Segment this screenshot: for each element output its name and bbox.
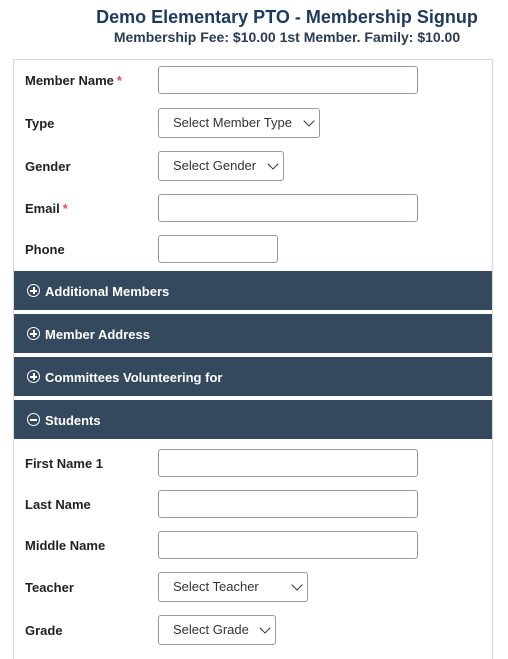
plus-circle-icon [27, 327, 40, 340]
chevron-down-icon [259, 622, 270, 633]
member-name-label: Member Name * [25, 73, 122, 88]
last-name-input[interactable] [158, 490, 418, 518]
type-row [14, 102, 492, 142]
section-title: Students [45, 413, 101, 428]
grade-row [14, 610, 492, 650]
member-name-row [14, 60, 492, 100]
minus-circle-icon [27, 413, 40, 426]
grade-select[interactable] [158, 615, 276, 645]
gender-row [14, 145, 492, 185]
teacher-label: Teacher [25, 580, 74, 595]
page-header [0, 0, 508, 60]
plus-circle-icon [27, 370, 40, 383]
phone-label: Phone [25, 242, 65, 257]
membership-form [13, 59, 493, 659]
teacher-row [14, 568, 492, 608]
first-name-label: First Name 1 [25, 456, 104, 471]
phone-row [14, 230, 492, 270]
page-title: Demo Elementary PTO - Membership Signup [96, 7, 478, 27]
section-title: Additional Members [45, 284, 170, 299]
required-mark: * [116, 73, 122, 88]
email-input[interactable] [158, 194, 418, 222]
phone-input[interactable] [158, 235, 278, 263]
first-name-row [14, 444, 492, 484]
member-name-input[interactable] [158, 66, 418, 94]
teacher-value: Select Teacher [173, 579, 259, 594]
member-type-select[interactable] [158, 108, 320, 138]
chevron-down-icon [303, 115, 314, 126]
grade-label: Grade [25, 623, 63, 638]
chevron-down-icon [267, 158, 278, 169]
member-type-value: Select Member Type [173, 115, 292, 130]
plus-circle-icon [27, 284, 40, 297]
type-label: Type [25, 116, 55, 131]
email-row [14, 188, 492, 228]
chevron-down-icon [291, 579, 302, 590]
membership-fee-text: Membership Fee: $10.00 1st Member. Family: $10.00 [113, 29, 461, 45]
last-name-label: Last Name [25, 497, 91, 512]
section-committees[interactable] [14, 357, 492, 398]
section-additional-members[interactable] [14, 271, 492, 312]
teacher-select[interactable] [158, 572, 308, 602]
section-title: Committees Volunteering for [45, 370, 223, 385]
section-students[interactable] [14, 400, 492, 441]
required-mark: * [62, 201, 68, 216]
section-member-address[interactable] [14, 314, 492, 355]
gender-select[interactable] [158, 151, 284, 181]
gender-label: Gender [25, 159, 71, 174]
middle-name-label: Middle Name [25, 538, 106, 553]
email-label: Email * [25, 201, 68, 216]
section-title: Member Address [45, 327, 150, 342]
gender-value: Select Gender [173, 158, 257, 173]
first-name-input[interactable] [158, 449, 418, 477]
grade-value: Select Grade [173, 622, 249, 637]
middle-name-row [14, 526, 492, 566]
middle-name-input[interactable] [158, 531, 418, 559]
last-name-row [14, 485, 492, 525]
